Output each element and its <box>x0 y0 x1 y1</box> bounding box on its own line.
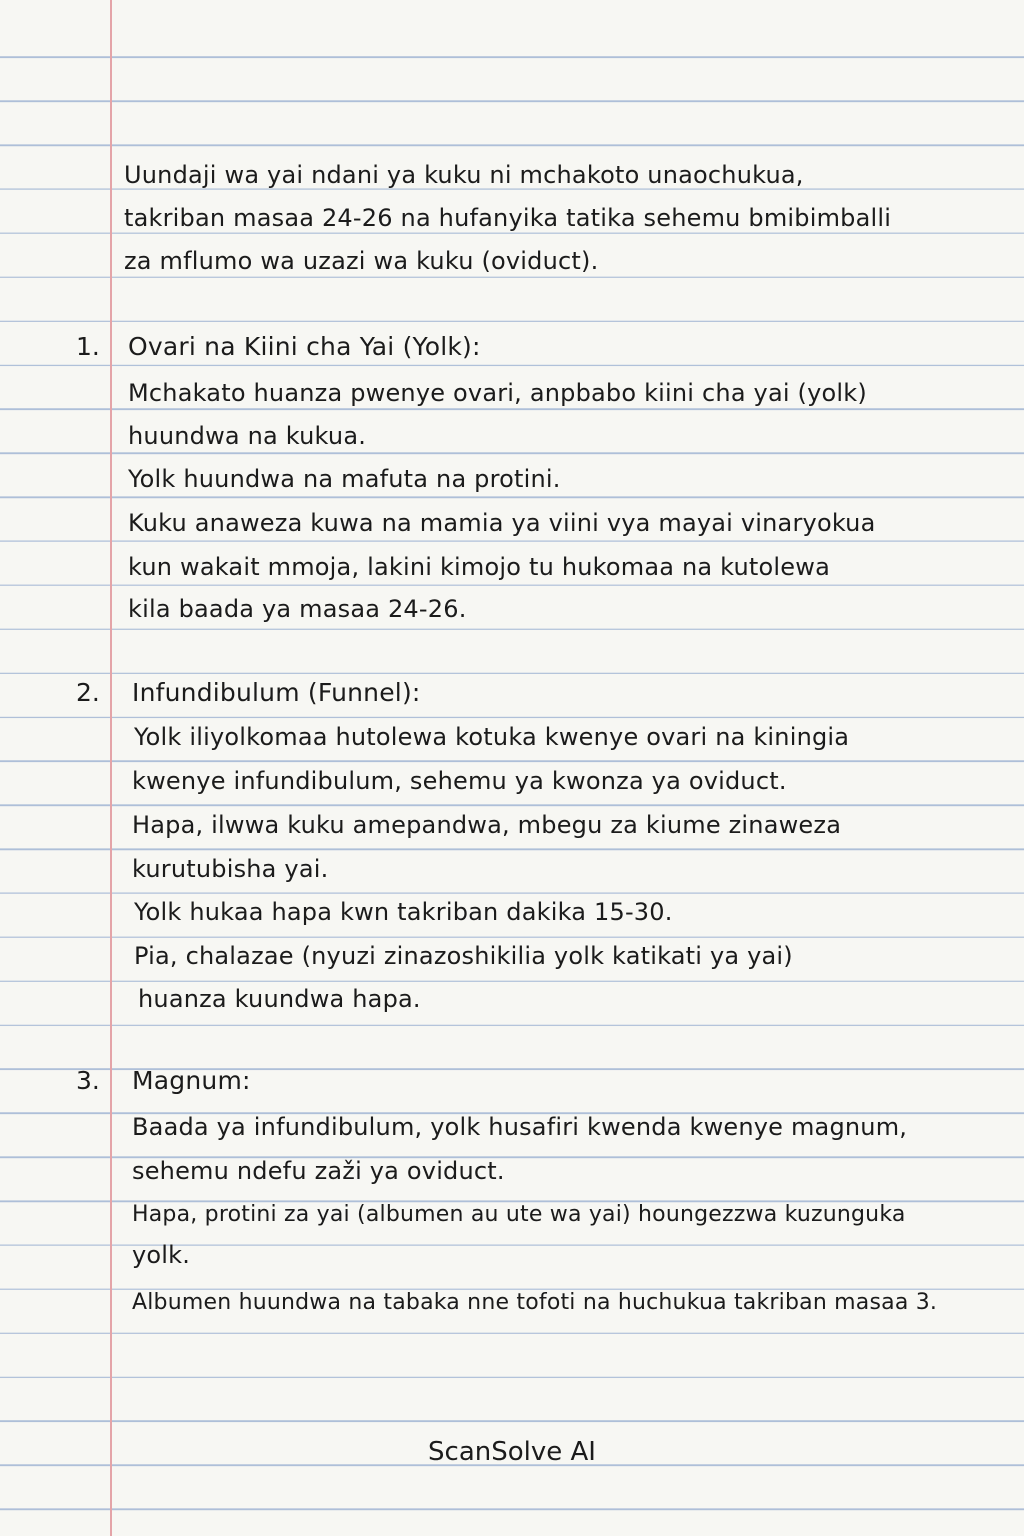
section-number: 1. <box>76 332 100 361</box>
section-line: kun wakait mmoja, lakini kimojo tu hukomaa na kutolewa <box>128 553 830 581</box>
section-heading: Magnum: <box>132 1066 251 1095</box>
section-line: Kuku anaweza kuwa na mamia ya viini vya mayai vinaryokua <box>128 509 876 537</box>
section-line: Hapa, protini za yai (albumen au ute wa yai) houngezzwa kuzunguka <box>132 1202 906 1227</box>
section-number: 2. <box>76 678 100 707</box>
section-line: Yolk hukaa hapa kwn takriban dakika 15-30. <box>134 898 673 926</box>
section-heading: Infundibulum (Funnel): <box>132 678 421 707</box>
section-line: kurutubisha yai. <box>132 855 329 883</box>
section-line: Pia, chalazae (nyuzi zinazoshikilia yolk katikati ya yai) <box>134 942 793 970</box>
intro-line: za mflumo wa uzazi wa kuku (oviduct). <box>124 247 599 275</box>
section-line: Yolk iliyolkomaa hutolewa kotuka kwenye ovari na kiningia <box>134 723 850 751</box>
section-line: huundwa na kukua. <box>128 422 367 450</box>
section-line: kwenye infundibulum, sehemu ya kwonza ya oviduct. <box>132 767 787 795</box>
intro-line: takriban masaa 24-26 na hufanyika tatika sehemu bmibimballi <box>124 204 892 232</box>
footer-label: ScanSolve AI <box>428 1437 596 1467</box>
section-line: Albumen huundwa na tabaka nne tofoti na huchukua takriban masaa 3. <box>132 1290 938 1315</box>
section-line: Baada ya infundibulum, yolk husafiri kwenda kwenye magnum, <box>132 1113 908 1141</box>
section-number: 3. <box>76 1066 100 1095</box>
section-line: Yolk huundwa na mafuta na protini. <box>128 465 561 493</box>
section-heading: Ovari na Kiini cha Yai (Yolk): <box>128 332 481 361</box>
section-line: yolk. <box>132 1241 191 1269</box>
section-line: Mchakato huanza pwenye ovari, anpbabo kiini cha yai (yolk) <box>128 379 867 407</box>
section-line: huanza kuundwa hapa. <box>138 985 421 1013</box>
section-line: Hapa, ilwwa kuku amepandwa, mbegu za kiume zinaweza <box>132 811 842 839</box>
section-line: sehemu ndefu zaži ya oviduct. <box>132 1157 505 1185</box>
section-line: kila baada ya masaa 24-26. <box>128 595 467 623</box>
intro-line: Uundaji wa yai ndani ya kuku ni mchakoto unaochukua, <box>124 161 804 189</box>
